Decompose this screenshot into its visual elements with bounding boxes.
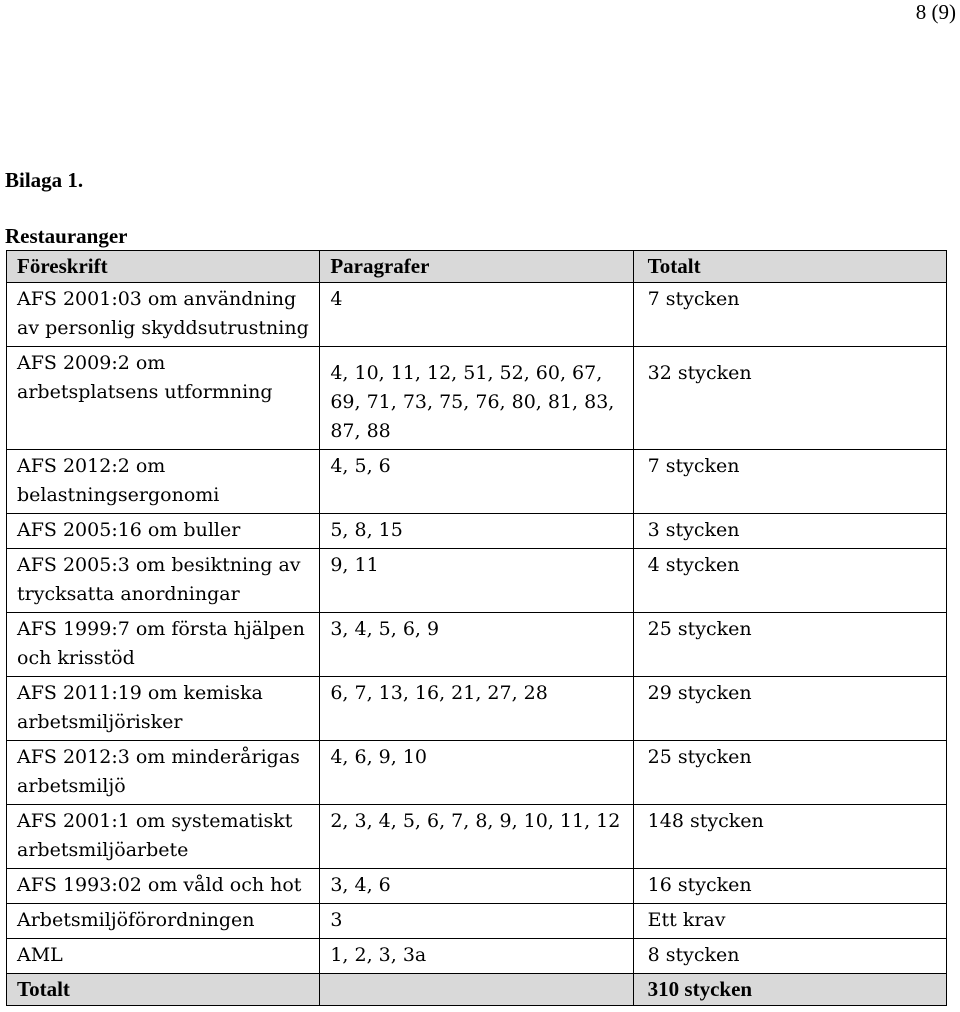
total-row xyxy=(7,974,947,1006)
page-number: 8 (9) xyxy=(915,0,956,24)
table-row xyxy=(7,677,947,741)
table-row xyxy=(7,613,947,677)
paragraphs-cell: 9, 11 xyxy=(320,549,633,613)
paragraphs-cell: 4, 6, 9, 10 xyxy=(320,741,633,805)
total-cell: 29 stycken xyxy=(633,677,946,741)
total-cell: 7 stycken xyxy=(633,450,946,514)
regulation-cell: AFS 2005:3 om besiktning av trycksatta anordningar xyxy=(7,549,320,613)
regulation-cell: AFS 2001:03 om användning av personlig skyddsutrustning xyxy=(7,283,320,347)
paragraphs-cell: 3 xyxy=(320,904,633,939)
paragraphs-cell: 3, 4, 6 xyxy=(320,869,633,904)
grand-total-cell: 310 stycken xyxy=(633,974,946,1006)
table-row xyxy=(7,939,947,974)
table-row xyxy=(7,805,947,869)
regulation-cell: AFS 2012:2 om belastningsergonomi xyxy=(7,450,320,514)
table-row xyxy=(7,869,947,904)
table-row xyxy=(7,549,947,613)
table-row xyxy=(7,741,947,805)
header-total: Totalt xyxy=(633,251,946,283)
table-header-row xyxy=(7,251,947,283)
table-row xyxy=(7,347,947,450)
total-cell: 7 stycken xyxy=(633,283,946,347)
total-cell: 148 stycken xyxy=(633,805,946,869)
regulation-cell: AFS 2001:1 om systematiskt arbetsmiljöarbete xyxy=(7,805,320,869)
regulation-cell: AML xyxy=(7,939,320,974)
header-regulation: Föreskrift xyxy=(7,251,320,283)
total-cell: 32 stycken xyxy=(633,347,946,450)
paragraphs-cell: 3, 4, 5, 6, 9 xyxy=(320,613,633,677)
paragraphs-cell: 1, 2, 3, 3a xyxy=(320,939,633,974)
total-label-cell: Totalt xyxy=(7,974,320,1006)
regulation-cell: Arbetsmiljöförordningen xyxy=(7,904,320,939)
table-row xyxy=(7,450,947,514)
table-row xyxy=(7,514,947,549)
regulation-cell: AFS 2012:3 om minderårigas arbetsmiljö xyxy=(7,741,320,805)
regulation-cell: AFS 2009:2 om arbetsplatsens utformning xyxy=(7,347,320,450)
table-row xyxy=(7,283,947,347)
total-cell: 25 stycken xyxy=(633,741,946,805)
total-cell: 3 stycken xyxy=(633,514,946,549)
total-cell: Ett krav xyxy=(633,904,946,939)
total-cell: 4 stycken xyxy=(633,549,946,613)
total-cell: 25 stycken xyxy=(633,613,946,677)
appendix-title: Bilaga 1. xyxy=(5,168,84,192)
regulations-table xyxy=(6,250,947,1006)
paragraphs-cell: 2, 3, 4, 5, 6, 7, 8, 9, 10, 11, 12 xyxy=(320,805,633,869)
table-row xyxy=(7,904,947,939)
paragraphs-cell: 4 xyxy=(320,283,633,347)
paragraphs-cell: 5, 8, 15 xyxy=(320,514,633,549)
total-paragraphs-cell xyxy=(320,974,633,1006)
header-paragraphs: Paragrafer xyxy=(320,251,633,283)
section-title: Restauranger xyxy=(5,224,128,248)
paragraphs-cell: 4, 10, 11, 12, 51, 52, 60, 67, 69, 71, 73, 75, 76, 80, 81, 83, 87, 88 xyxy=(320,347,633,450)
regulation-cell: AFS 1993:02 om våld och hot xyxy=(7,869,320,904)
paragraphs-cell: 6, 7, 13, 16, 21, 27, 28 xyxy=(320,677,633,741)
regulation-cell: AFS 1999:7 om första hjälpen och krisstöd xyxy=(7,613,320,677)
total-cell: 8 stycken xyxy=(633,939,946,974)
regulation-cell: AFS 2011:19 om kemiska arbetsmiljörisker xyxy=(7,677,320,741)
regulation-cell: AFS 2005:16 om buller xyxy=(7,514,320,549)
total-cell: 16 stycken xyxy=(633,869,946,904)
paragraphs-cell: 4, 5, 6 xyxy=(320,450,633,514)
